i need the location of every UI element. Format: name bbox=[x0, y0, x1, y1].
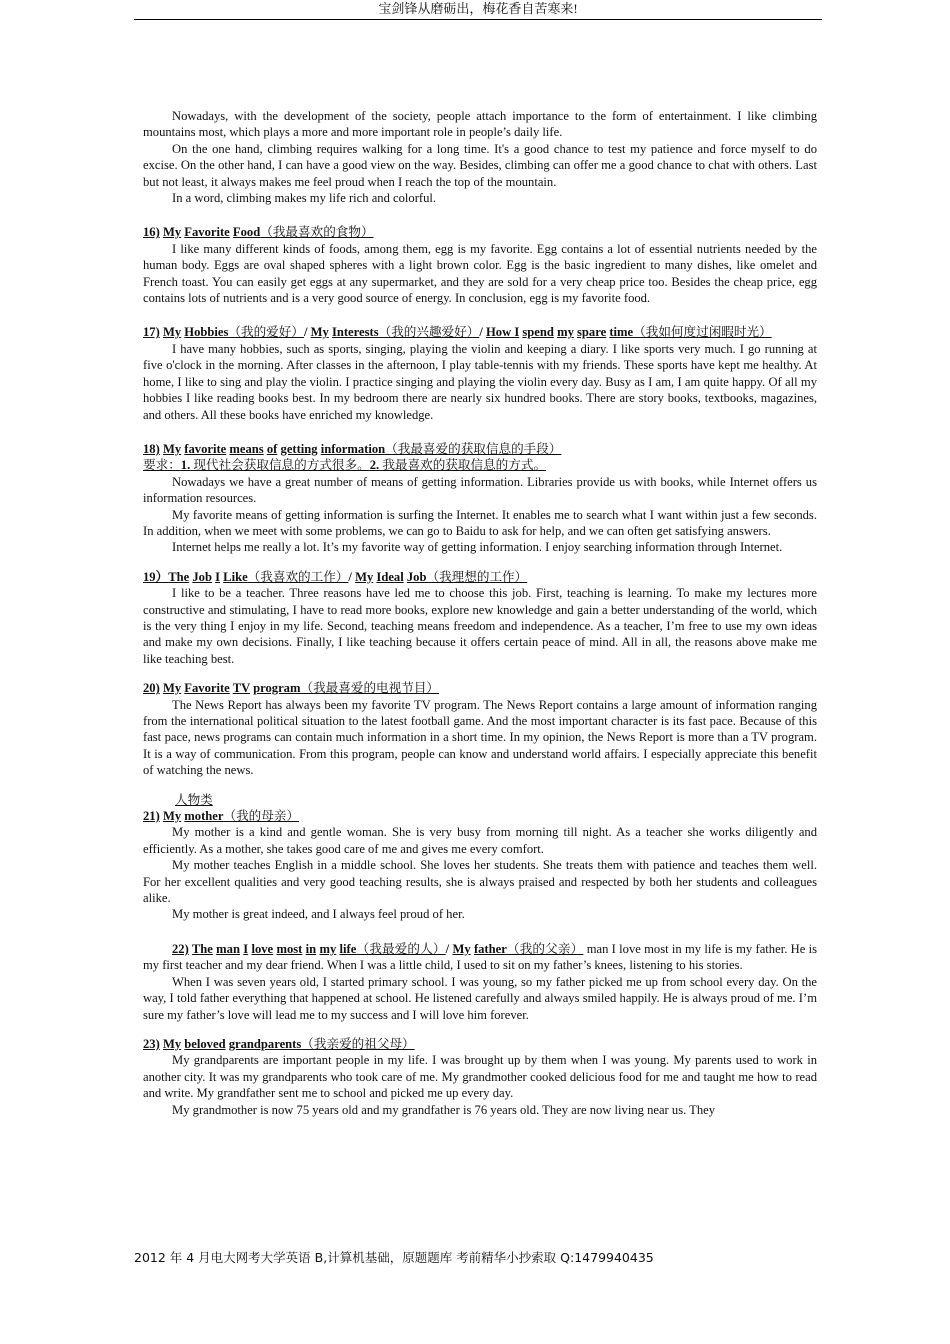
section-22-heading-and-lead: 22) The man I love most in my life（我最爱的人）/ My father（我的父亲） man I love most in my life is my father. He is my first teacher and my dear friend. When I was a little child, I used to sit on my father’s knees, listening to his stories. bbox=[143, 941, 818, 973]
section-20-heading: 20) My Favorite TV program（我最喜爱的电视节目） bbox=[143, 681, 439, 696]
section-21-paragraph-2: My mother teaches English in a middle school. She loves her students. She treats them with patience and teaches them well. For her excellent qualities and very good teaching results, she is always praised and respected by both her students and colleagues alike. bbox=[143, 858, 817, 906]
document-body bbox=[143, 108, 817, 1118]
header-motto: 宝剑锋从磨砺出，梅花香自苦寒来! bbox=[378, 1, 578, 16]
section-16-paragraph: I like many different kinds of foods, among them, egg is my favorite. Egg contains a lot of essential nutrients needed by the human body. Eggs are oval shaped spheres with a light brown color. Egg is the basic ingredient to many dishes, like omelet and French toast. You can easily get eggs at any supermarket, and they are sold for a very cheap price too. Besides the cheap price, egg contains lots of nutrients and is a very good source of energy. In conclusion, egg is my favorite food. bbox=[143, 241, 817, 306]
section-19-heading: 19）The Job I Like（我喜欢的工作）/ My Ideal Job（我理想的工作） bbox=[143, 569, 528, 584]
section-23-paragraph-1: My grandparents are important people in my life. I was brought up by them when I was young. My parents used to work in another city. It was my grandparents who took care of me. My grandmother cooked delicious food for me and taught me how to read and write. My grandfather sent me to school and picked me up every day. bbox=[143, 1053, 817, 1101]
section-23-paragraph-2: My grandmother is now 75 years old and my grandfather is 76 years old. They are now living near us. They bbox=[172, 1102, 716, 1117]
section-22-paragraph-2: When I was seven years old, I started primary school. I was young, so my father picked me up from school every day. On the way, I told father everything that happened at school. He listened carefully and always smiled happily. He is always proud of me. I’m sure my father’s love will lead me to my success and I will love him forever. bbox=[143, 974, 817, 1022]
section-17-heading: 17) My Hobbies（我的爱好）/ My Interests（我的兴趣爱好）/ How I spend my spare time（我如何度过闲暇时光） bbox=[143, 325, 772, 340]
category-label: 人物类 bbox=[175, 792, 213, 807]
footer-text: 2012 年 4 月电大网考大学英语 B,计算机基础，原题题库 考前精华小抄索取 Q:1479940435 bbox=[134, 1250, 654, 1265]
section-18-requirements: 要求：1. 现代社会获取信息的方式很多。2. 我最喜欢的获取信息的方式。 bbox=[143, 458, 547, 473]
section-18-heading: 18) My favorite means of getting information（我最喜爱的获取信息的手段） bbox=[143, 441, 562, 456]
climbing-paragraph-2: On the one hand, climbing requires walking for a long time. It's a good chance to test my patience and force myself to do excise. On the other hand, I can have a good view on the way. Besides, climbing can offer me a good chance to chat with others. Last but not least, it always makes me feel proud when I reach the top of the mountain. bbox=[143, 141, 817, 189]
page-footer bbox=[134, 1249, 834, 1267]
section-21-paragraph-3: My mother is great indeed, and I always feel proud of her. bbox=[172, 907, 465, 922]
page-header bbox=[134, 0, 822, 20]
section-21-paragraph-1: My mother is a kind and gentle woman. She is very busy from morning till night. As a teacher she works diligently and efficiently. As a mother, she takes good care of me and gives me every comfort. bbox=[143, 825, 817, 856]
section-16-heading: 16) My Favorite Food（我最喜欢的食物） bbox=[143, 225, 374, 240]
section-18-paragraph-3: Internet helps me really a lot. It’s my favorite way of getting information. I enjoy searching information through Internet. bbox=[172, 540, 783, 555]
section-18-paragraph-2: My favorite means of getting information is surfing the Internet. It enables me to search what I want within just a few seconds. In addition, when we meet with some problems, we can go to Baidu to ask for help, and we can often get satisfying answers. bbox=[143, 507, 817, 538]
climbing-paragraph-1: Nowadays, with the development of the society, people attach importance to the form of entertainment. I like climbing mountains most, which plays a more and more important role in people’s daily life. bbox=[143, 109, 817, 140]
section-18-paragraph-1: Nowadays we have a great number of means of getting information. Libraries provide us with books, while Internet offers us information resources. bbox=[143, 474, 817, 506]
section-20-paragraph: The News Report has always been my favorite TV program. The News Report contains a large amount of information ranging from the international political situation to the latest football game. And the most important character is its fast pace. Because of this fast pace, news programs can contain much information in a short time. In my opinion, the News Report is more than a TV program. It is a way of communication. From this program, people can know and understand world affairs. I especially appreciate this benefit of watching the news. bbox=[143, 697, 817, 778]
section-23-heading: 23) My beloved grandparents（我亲爱的祖父母） bbox=[143, 1036, 415, 1051]
section-17-paragraph: I have many hobbies, such as sports, singing, playing the violin and keeping a diary. I like sports very much. I go running at five o'clock in the morning. After classes in the afternoon, I play table-tennis with my friends. These sports have kept me healthy. At home, I like to sing and play the violin. I practice singing and playing the violin every day. Busy as I am, I am quite happy. Of all my hobbies I like reading books best. In my bedroom there are nearly six hundred books. There are story books, textbooks, magazines, and others. All these books have enriched my knowledge. bbox=[143, 341, 817, 422]
section-19-paragraph: I like to be a teacher. Three reasons have led me to choose this job. First, teaching is learning. To make my lectures more constructive and stimulating, I have to read more books, explore new knowledge and gain a better understanding of the world, which is the very thing I enjoy in my life. Second, teaching means freedom and independence. As a teacher, I’m free to use my own ideas and make my own decisions. Finally, I like teaching because it offers certain peace of mind. All in all, the reasons above make me like teaching best. bbox=[143, 586, 817, 666]
section-21-heading: 21) My mother（我的母亲） bbox=[143, 809, 300, 824]
climbing-paragraph-3: In a word, climbing makes my life rich and colorful. bbox=[172, 191, 437, 206]
